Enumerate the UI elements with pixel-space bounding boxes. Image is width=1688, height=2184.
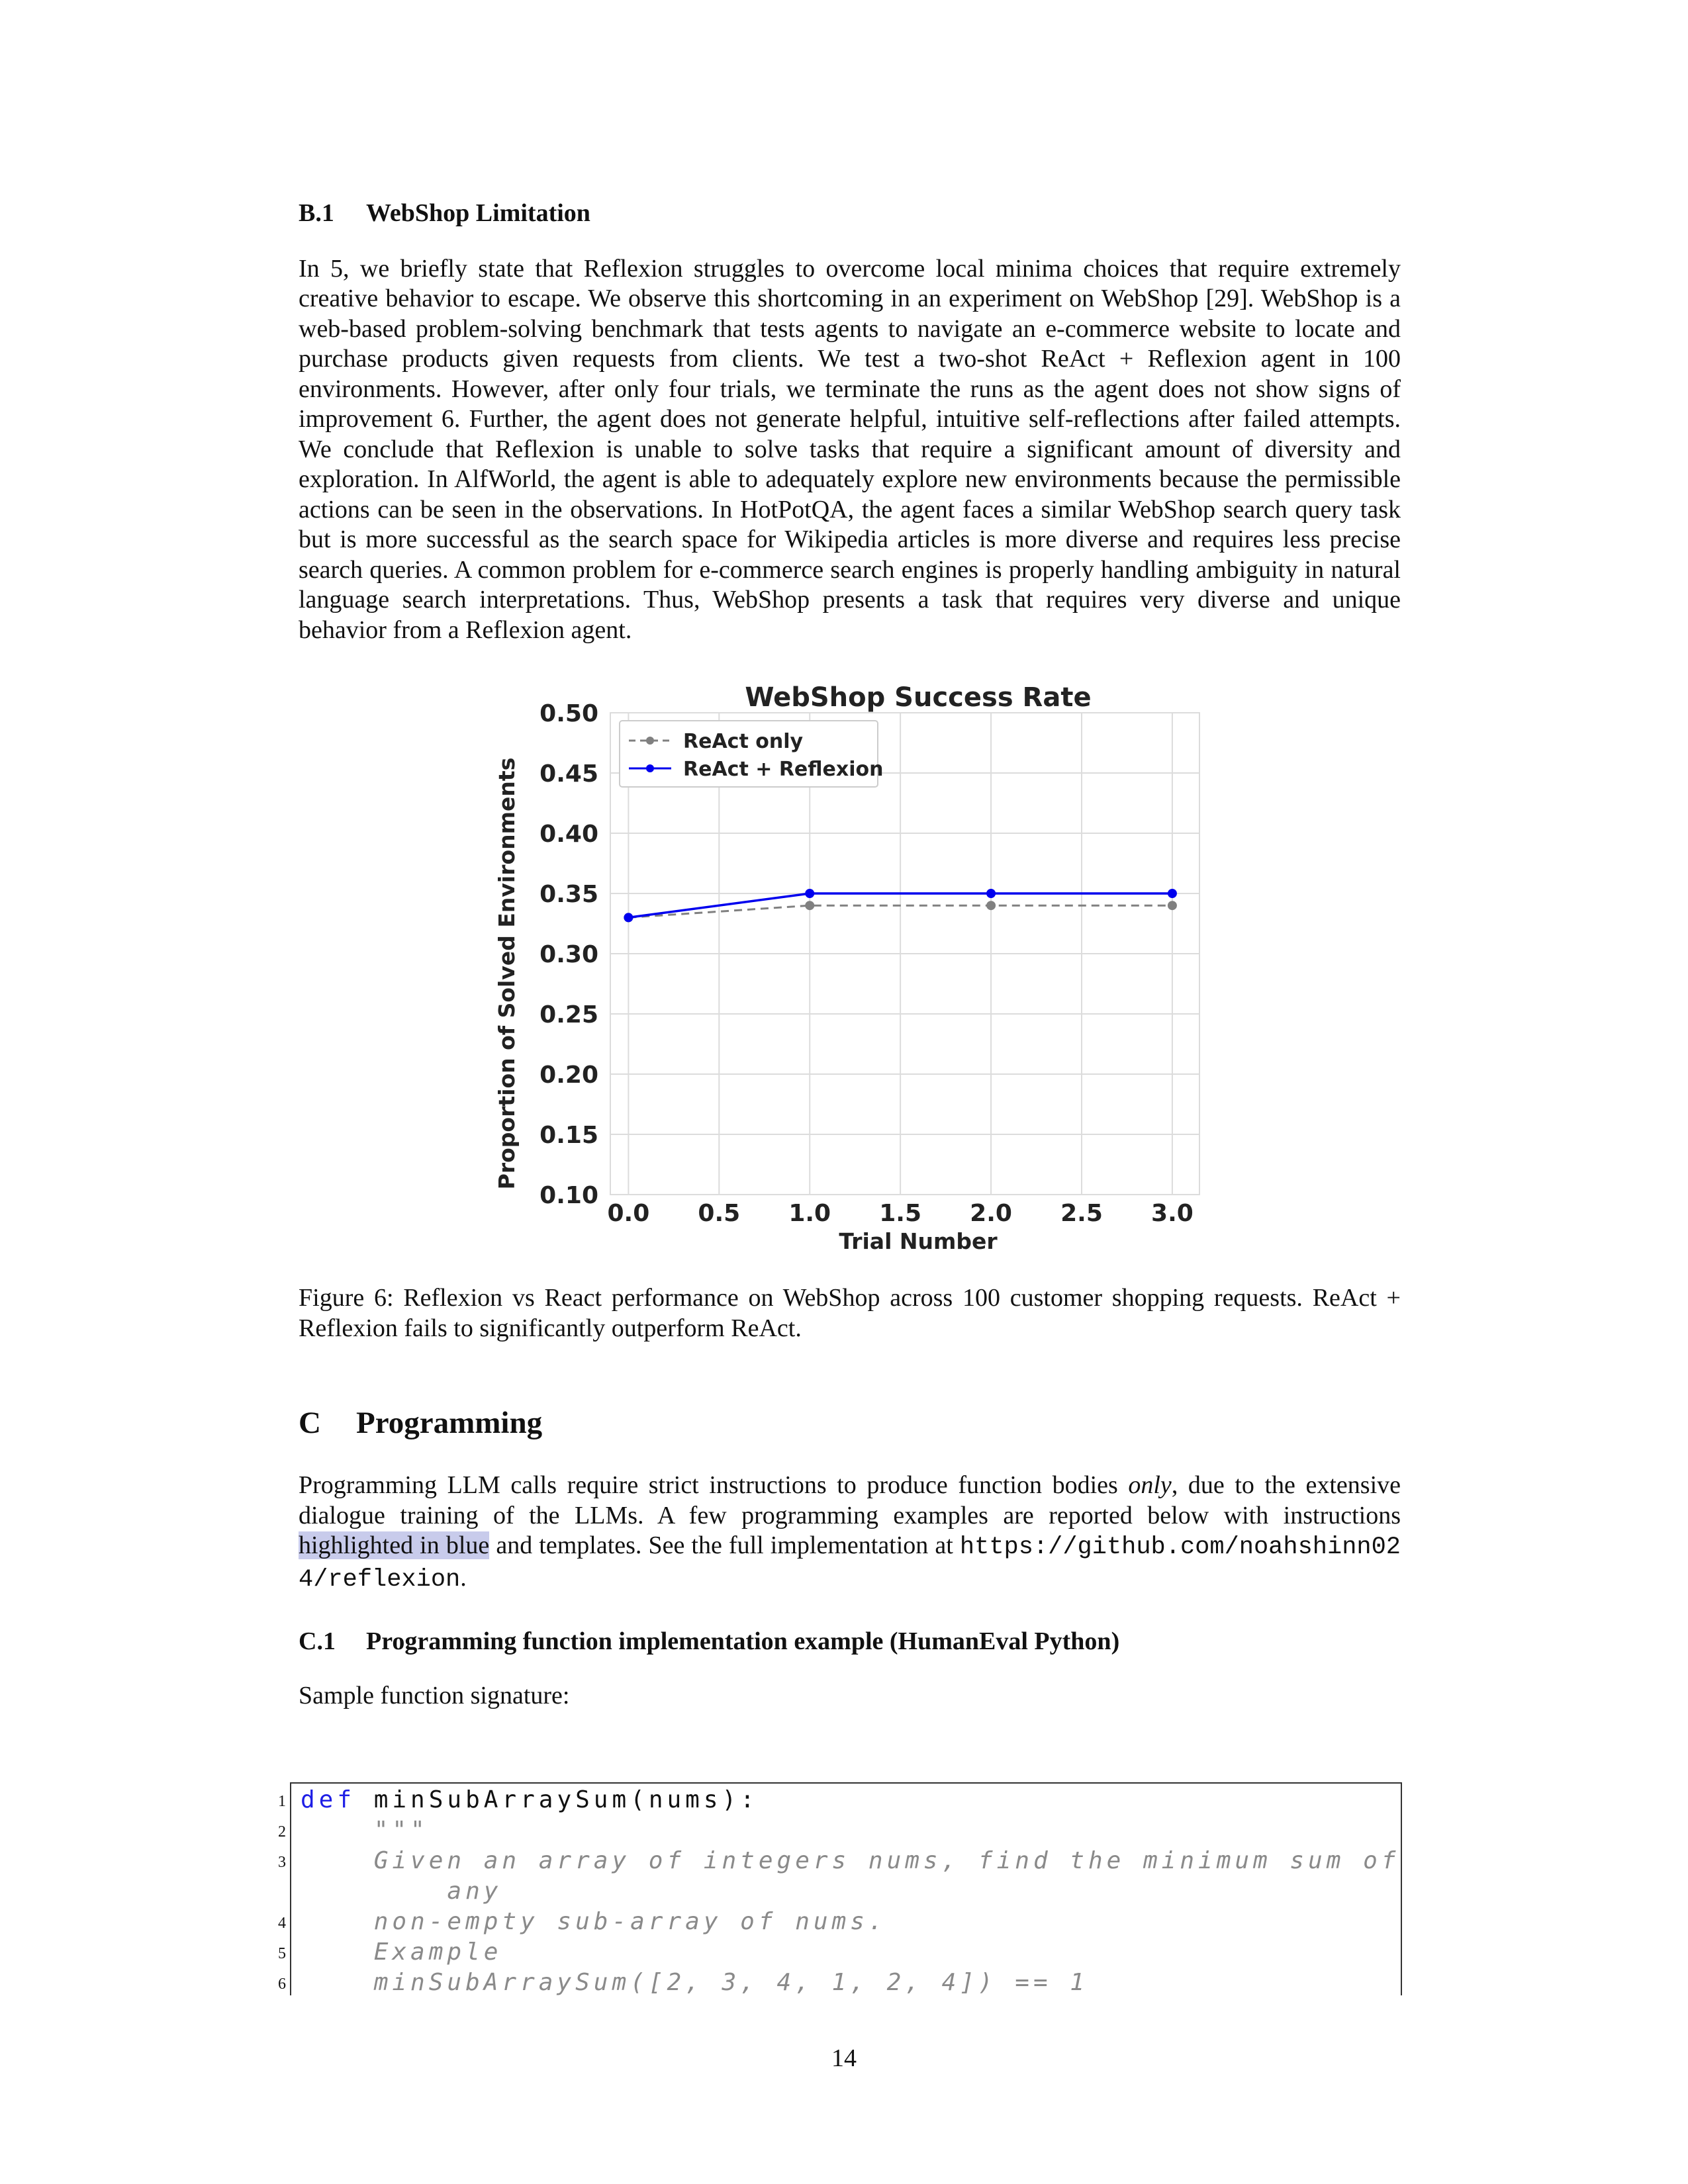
y-tick-label: 0.30 xyxy=(539,941,598,969)
code-line-3: Given an array of integers nums, find the minimum sum of xyxy=(301,1847,1400,1874)
sample-signature-intro: Sample function signature: xyxy=(299,1682,570,1710)
chart-title: WebShop Success Rate xyxy=(745,682,1092,713)
webshop-limitation-paragraph: In 5, we briefly state that Reflexion struggles to overcome local minima choices that require extremely creative behavior to escape. We observe this shortcoming in an experiment on WebShop [29]. WebShop is a web-based problem-solving benchmark that tests agents to navigate an e-commerce website to locate and purchase products given requests from clients. We test a two-shot ReAct + Reflexion agent in 100 environments. However, after only four trials, we terminate the runs as the agent does not show signs of improvement 6. Further, the agent does not generate helpful, intuitive self-reflections after failed attempts. We conclude that Reflexion is unable to solve tasks that require a significant amount of diversity and exploration. In AlfWorld, the agent is able to adequately explore new environments because the permissible actions can be seen in the observations. In HotPotQA, the agent faces a similar WebShop search query task but is more successful as the search space for Wikipedia articles is more diverse and requires less precise search queries. A common problem for e-commerce search engines is properly handling ambiguity in natural language search interpretations. Thus, WebShop presents a task that requires very diverse and unique behavior from a Reflexion agent. xyxy=(299,254,1401,644)
x-tick-label: 1.0 xyxy=(788,1200,831,1228)
x-tick-label: 2.5 xyxy=(1060,1200,1103,1228)
section-heading-c: C Programming xyxy=(299,1406,543,1441)
code-line-5: Example xyxy=(301,1938,502,1966)
data-point-series-2 xyxy=(986,889,996,898)
page-content xyxy=(299,199,1401,1711)
page-number: 14 xyxy=(831,2044,857,2072)
x-tick-label: 0.5 xyxy=(698,1200,741,1228)
y-tick-label: 0.10 xyxy=(539,1182,598,1210)
y-tick-label: 0.15 xyxy=(539,1122,598,1150)
y-tick-label: 0.20 xyxy=(539,1062,598,1089)
line-number: 1 xyxy=(278,1793,286,1810)
data-point-series-2 xyxy=(805,889,814,898)
webshop-success-rate-chart xyxy=(299,680,1401,1262)
line-number: 4 xyxy=(278,1915,286,1932)
subsection-heading-b1: B.1 WebShop Limitation xyxy=(299,199,590,227)
data-point-series-2 xyxy=(1168,889,1177,898)
y-tick-label: 0.35 xyxy=(539,881,598,909)
x-tick-label: 3.0 xyxy=(1151,1200,1194,1228)
y-tick-label: 0.40 xyxy=(539,821,598,848)
y-tick-label: 0.25 xyxy=(539,1001,598,1029)
line-number: 3 xyxy=(278,1854,286,1871)
y-tick-label: 0.45 xyxy=(539,760,598,788)
programming-paragraph: Programming LLM calls require strict instructions to produce function bodies only, due to the extensive dialogue training of the LLMs. A few programming examples are reported below with instructions highlighted in blue and templates. See the full implementation at https://github.com/noahshinn024/reflexion. xyxy=(299,1471,1401,1594)
line-number: 2 xyxy=(278,1823,286,1841)
data-point-series-1 xyxy=(986,901,996,910)
github-link[interactable]: https://github.com/noahshinn024/reflexion xyxy=(299,1533,1401,1594)
code-line-6: minSubArraySum([2, 3, 4, 1, 2, 4]) == 1 xyxy=(301,1969,1088,1995)
figure-caption: Figure 6: Reflexion vs React performance on WebShop across 100 customer shopping requests. ReAct + Reflexion fails to significantly outperform ReAct. xyxy=(299,1284,1401,1342)
code-line-3-continued: any xyxy=(301,1878,502,1905)
code-line-1: def minSubArraySum(nums): xyxy=(301,1786,759,1813)
line-number: 5 xyxy=(278,1945,286,1962)
legend-label-2: ReAct + Reflexion xyxy=(683,758,884,782)
x-tick-label: 0.0 xyxy=(607,1200,650,1228)
data-point-series-1 xyxy=(805,901,814,910)
y-tick-label: 0.50 xyxy=(539,700,598,728)
figure-6 xyxy=(299,680,1401,1262)
legend-marker-2 xyxy=(646,764,654,772)
code-line-4: non-empty sub-array of nums. xyxy=(301,1908,887,1935)
def-keyword: def xyxy=(301,1786,356,1813)
code-line-2: """ xyxy=(301,1817,429,1844)
highlighted-in-blue: highlighted in blue xyxy=(299,1531,490,1560)
data-point-series-1 xyxy=(1168,901,1177,910)
line-number: 6 xyxy=(278,1976,286,1993)
data-point-series-2 xyxy=(624,913,633,922)
legend-marker-1 xyxy=(646,737,654,745)
x-axis-label: Trial Number xyxy=(839,1228,998,1255)
subsection-heading-c1: C.1 Programming function implementation example (HumanEval Python) xyxy=(299,1627,1120,1656)
emphasis-only: only xyxy=(1128,1471,1172,1500)
x-tick-label: 2.0 xyxy=(970,1200,1012,1228)
x-tick-label: 1.5 xyxy=(879,1200,922,1228)
code-listing xyxy=(290,1782,1402,1995)
legend-label-1: ReAct only xyxy=(683,730,804,754)
y-axis-label: Proportion of Solved Environments xyxy=(494,757,520,1190)
